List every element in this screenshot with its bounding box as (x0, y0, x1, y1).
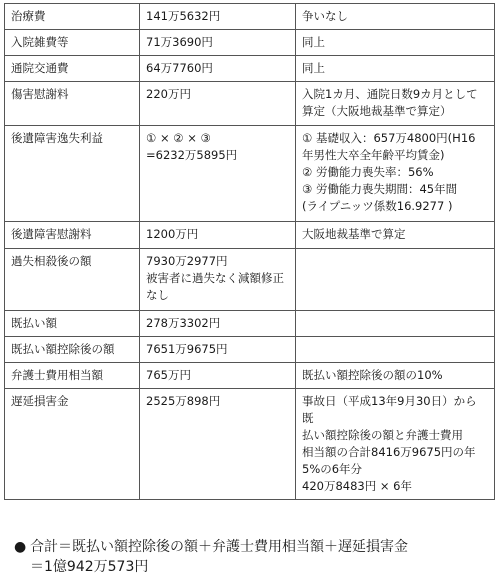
note-cell (296, 311, 495, 337)
item-cell: 後遺障害逸失利益 (5, 126, 140, 222)
amount-cell: 1200万円 (140, 222, 296, 249)
table-row (5, 126, 495, 222)
note-cell: 同上 (296, 30, 495, 56)
item-cell: 既払い額控除後の額 (5, 337, 140, 363)
note-cell: ① 基礎収入：657万4800円(H16 年男性大卒全年齢平均賃金) ② 労働能力喪失率：56% ③ 労働能力喪失期間：45年間 (ライプニッツ係数16.9277 ) (296, 126, 495, 222)
note-cell: 大阪地裁基準で算定 (296, 222, 495, 249)
table-row (5, 222, 495, 249)
amount-cell: 220万円 (140, 82, 296, 126)
item-cell: 遅延損害金 (5, 389, 140, 500)
total-amount: ＝1億942万573円 (30, 559, 149, 575)
amount-cell: 765万円 (140, 363, 296, 389)
amount-cell: 64万7760円 (140, 56, 296, 82)
amount-cell: 7651万9675円 (140, 337, 296, 363)
total-formula-text: 合計＝既払い額控除後の額＋弁護士費用相当額＋遅延損害金 (30, 539, 408, 555)
item-cell: 既払い額 (5, 311, 140, 337)
damages-table (4, 3, 495, 500)
item-cell: 入院雑費等 (5, 30, 140, 56)
table-row (5, 30, 495, 56)
total-formula (14, 537, 490, 577)
table-row (5, 337, 495, 363)
item-cell: 後遺障害慰謝料 (5, 222, 140, 249)
note-cell: 既払い額控除後の額の10% (296, 363, 495, 389)
amount-cell: 2525万898円 (140, 389, 296, 500)
table-row (5, 56, 495, 82)
note-cell (296, 337, 495, 363)
item-cell: 傷害慰謝料 (5, 82, 140, 126)
total-formula-line (14, 537, 490, 557)
item-cell: 弁護士費用相当額 (5, 363, 140, 389)
note-cell: 同上 (296, 56, 495, 82)
item-cell: 過失相殺後の額 (5, 249, 140, 311)
amount-cell: 71万3690円 (140, 30, 296, 56)
table-row (5, 249, 495, 311)
note-cell: 争いなし (296, 4, 495, 30)
note-cell: 入院1カ月、通院日数9カ月として 算定（大阪地裁基準で算定） (296, 82, 495, 126)
amount-cell: 278万3302円 (140, 311, 296, 337)
table-row (5, 363, 495, 389)
table-row (5, 311, 495, 337)
bullet-icon: ● (14, 539, 27, 555)
amount-cell: 141万5632円 (140, 4, 296, 30)
table-row (5, 389, 495, 500)
item-cell: 通院交通費 (5, 56, 140, 82)
note-cell: 事故日（平成13年9月30日）から既 払い額控除後の額と弁護士費用 相当額の合計8416万9675円の年 5%の6年分 420万8483円 × 6年 (296, 389, 495, 500)
table-row (5, 82, 495, 126)
note-cell (296, 249, 495, 311)
item-cell: 治療費 (5, 4, 140, 30)
amount-cell: 7930万2977円 被害者に過失なく減額修正 なし (140, 249, 296, 311)
amount-cell: ① × ② × ③ =6232万5895円 (140, 126, 296, 222)
table-row (5, 4, 495, 30)
